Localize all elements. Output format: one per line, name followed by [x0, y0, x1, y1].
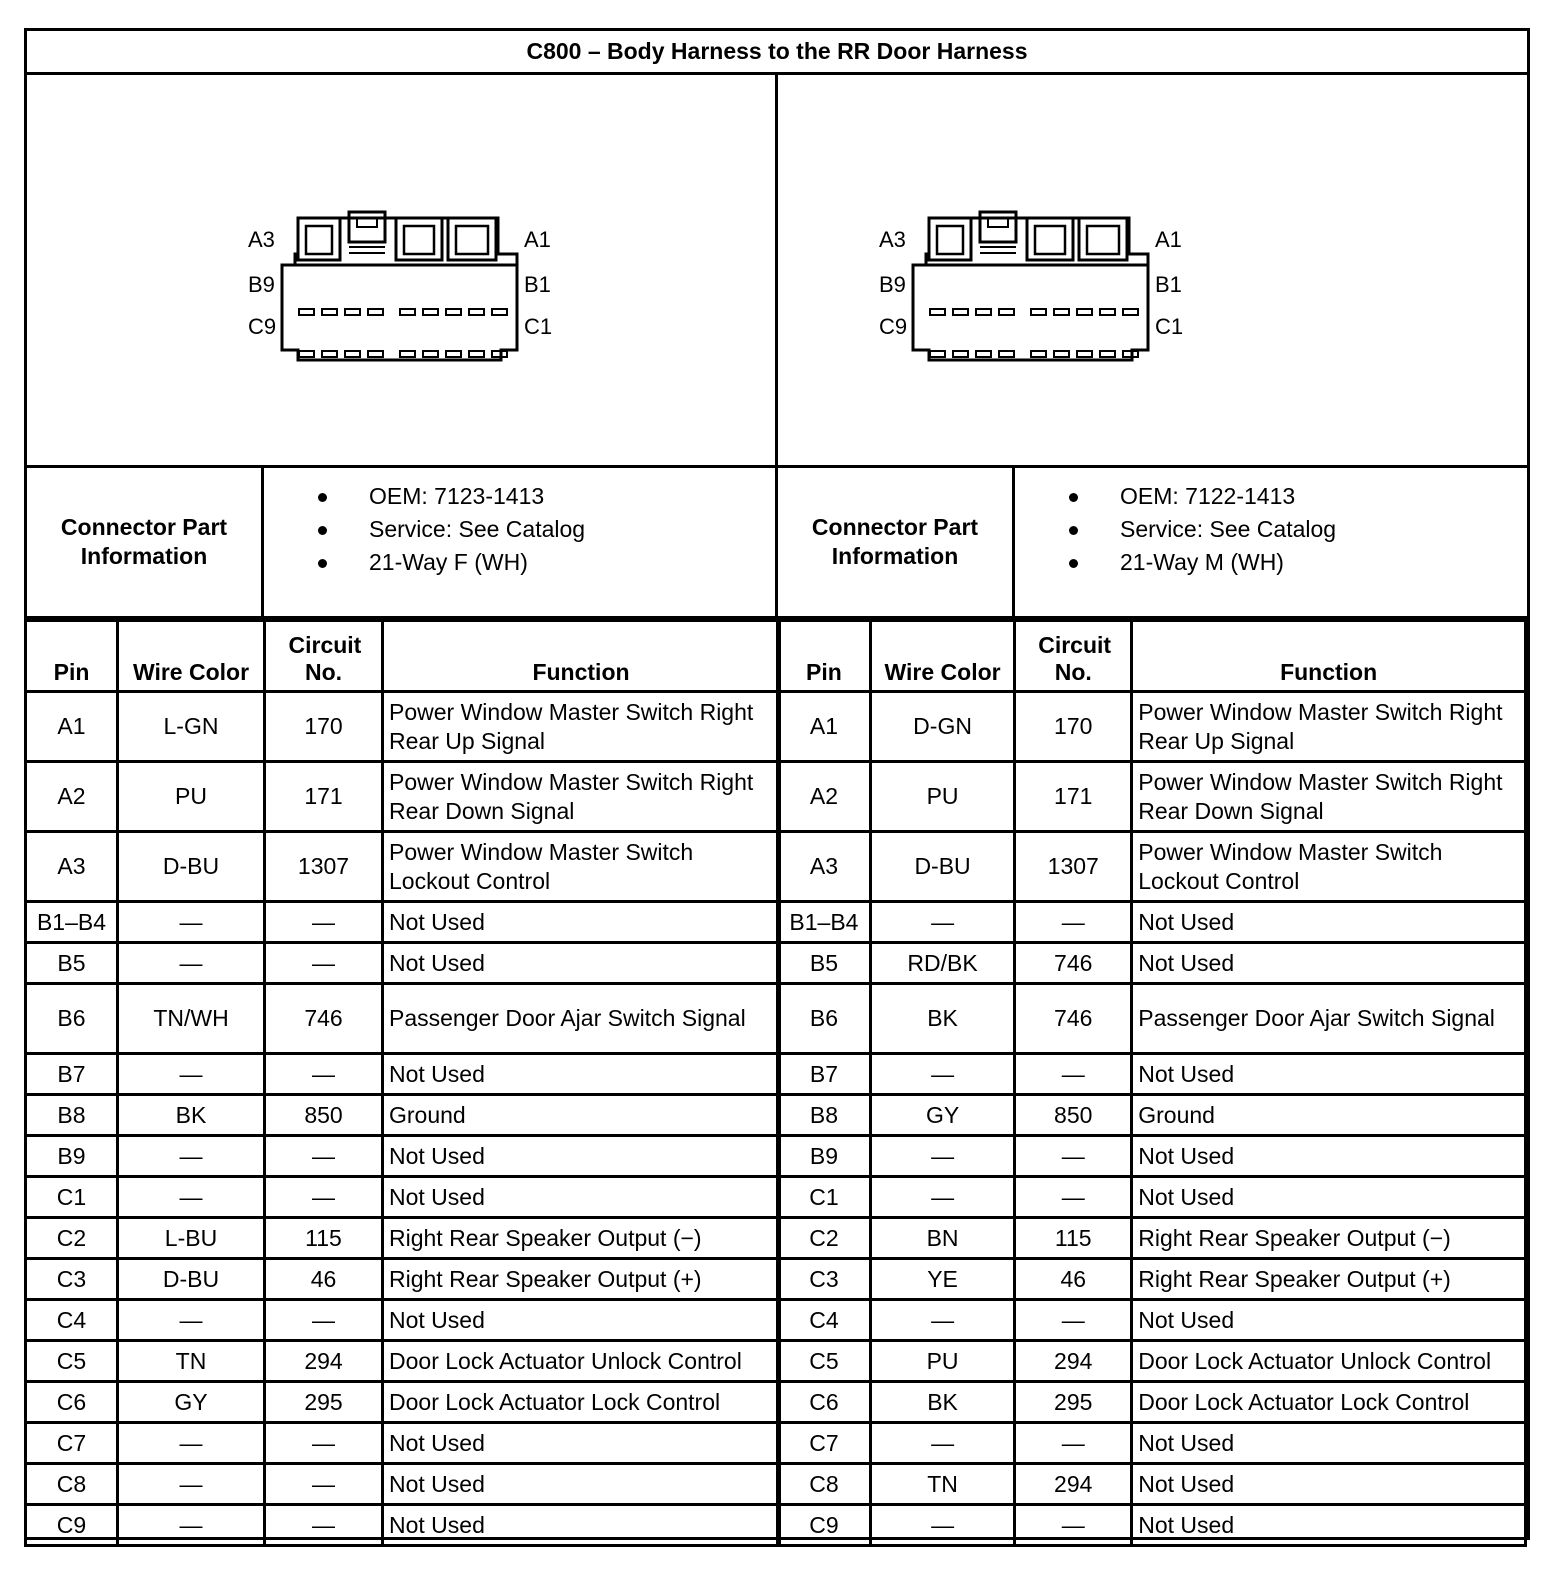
connector-part-info-list [264, 468, 778, 616]
pin-cell: C6 [26, 1382, 118, 1423]
pin-cell: B5 [778, 943, 871, 984]
function-cell: Not Used [383, 1136, 780, 1177]
pin-label-b1: B1 [524, 272, 551, 297]
function-cell: Not Used [1132, 943, 1526, 984]
info-item: OEM: 7122-1413 [1120, 483, 1296, 509]
wire-color-cell: BN [870, 1218, 1014, 1259]
table-row [778, 1136, 1526, 1177]
pin-cell: C4 [778, 1300, 871, 1341]
function-cell: Not Used [1132, 1136, 1526, 1177]
circuit-cell: 115 [1015, 1218, 1132, 1259]
pin-cell: C9 [26, 1505, 118, 1546]
connector-part-info-list [1015, 468, 1530, 616]
pin-label-b9: B9 [248, 272, 275, 297]
wire-color-cell: — [118, 1464, 265, 1505]
wire-color-cell: — [118, 1300, 265, 1341]
circuit-cell: — [1015, 902, 1132, 943]
pin-cell: C1 [26, 1177, 118, 1218]
pin-cell: B5 [26, 943, 118, 984]
table-row [26, 832, 780, 902]
circuit-cell: — [1015, 1136, 1132, 1177]
connector-outline [913, 212, 1148, 360]
circuit-cell: 46 [1015, 1259, 1132, 1300]
table-row [26, 1300, 780, 1341]
function-cell: Power Window Master Switch Right Rear Down Signal [1132, 762, 1526, 832]
function-cell: Not Used [1132, 1423, 1526, 1464]
pin-cell: C1 [778, 1177, 871, 1218]
function-cell: Passenger Door Ajar Switch Signal [383, 984, 780, 1054]
function-cell: Power Window Master Switch Right Rear Down Signal [383, 762, 780, 832]
pin-cell: B6 [26, 984, 118, 1054]
circuit-cell: — [1015, 1505, 1132, 1546]
connector-diagram-row [27, 75, 1527, 468]
function-cell: Power Window Master Switch Right Rear Up Signal [1132, 692, 1526, 762]
pin-cell: B9 [778, 1136, 871, 1177]
info-item: Service: See Catalog [1120, 516, 1337, 542]
wire-color-cell: D-BU [118, 832, 265, 902]
circuit-cell: 850 [1015, 1095, 1132, 1136]
function-cell: Power Window Master Switch Lockout Control [1132, 832, 1526, 902]
circuit-cell: — [1015, 1300, 1132, 1341]
function-cell: Not Used [1132, 1505, 1526, 1546]
wire-color-cell: BK [870, 1382, 1014, 1423]
circuit-cell: 294 [1015, 1341, 1132, 1382]
function-cell: Not Used [1132, 1300, 1526, 1341]
function-cell: Not Used [383, 1464, 780, 1505]
wire-color-cell: D-GN [870, 692, 1014, 762]
header-circuit: Circuit No. [265, 621, 383, 692]
wire-color-cell: — [870, 1505, 1014, 1546]
header-wire-color: Wire Color [118, 621, 265, 692]
table-row [26, 692, 780, 762]
pin-cell: A1 [778, 692, 871, 762]
pin-cell: B6 [778, 984, 871, 1054]
pin-cell: A2 [26, 762, 118, 832]
circuit-cell: 171 [265, 762, 383, 832]
pin-cell: C4 [26, 1300, 118, 1341]
table-row [26, 943, 780, 984]
table-row [778, 692, 1526, 762]
info-item: 21-Way F (WH) [369, 549, 528, 575]
connector-info-row [27, 468, 1527, 619]
wire-color-cell: YE [870, 1259, 1014, 1300]
function-cell: Door Lock Actuator Lock Control [383, 1382, 780, 1423]
table-row [778, 902, 1526, 943]
pin-cell: C6 [778, 1382, 871, 1423]
wire-color-cell: — [870, 1054, 1014, 1095]
wire-color-cell: TN [118, 1341, 265, 1382]
wire-color-cell: PU [870, 1341, 1014, 1382]
table-row [778, 1095, 1526, 1136]
circuit-cell: — [265, 1464, 383, 1505]
table-row [26, 1341, 780, 1382]
pin-cell: B7 [778, 1054, 871, 1095]
info-item: 21-Way M (WH) [1120, 549, 1284, 575]
pin-label-a3: A3 [248, 227, 275, 252]
wire-color-cell: — [870, 902, 1014, 943]
pin-cell: C8 [778, 1464, 871, 1505]
wire-color-cell: PU [870, 762, 1014, 832]
function-cell: Power Window Master Switch Right Rear Up Signal [383, 692, 780, 762]
header-wire-color: Wire Color [870, 621, 1014, 692]
circuit-cell: — [1015, 1177, 1132, 1218]
function-cell: Ground [1132, 1095, 1526, 1136]
circuit-cell: 46 [265, 1259, 383, 1300]
table-row [778, 1464, 1526, 1505]
connector-outline [282, 212, 517, 360]
function-cell: Door Lock Actuator Lock Control [1132, 1382, 1526, 1423]
function-cell: Power Window Master Switch Lockout Control [383, 832, 780, 902]
function-cell: Door Lock Actuator Unlock Control [1132, 1341, 1526, 1382]
wire-color-cell: BK [118, 1095, 265, 1136]
pin-cell: C7 [26, 1423, 118, 1464]
function-cell: Not Used [383, 902, 780, 943]
table-row [26, 1382, 780, 1423]
circuit-cell: 746 [1015, 943, 1132, 984]
wire-color-cell: — [118, 1177, 265, 1218]
wire-color-cell: TN/WH [118, 984, 265, 1054]
function-cell: Not Used [1132, 1464, 1526, 1505]
circuit-cell: 170 [1015, 692, 1132, 762]
function-cell: Right Rear Speaker Output (+) [383, 1259, 780, 1300]
function-cell: Not Used [383, 1300, 780, 1341]
table-header-row [778, 621, 1526, 692]
pin-cell: B8 [778, 1095, 871, 1136]
pin-label-a1: A1 [524, 227, 551, 252]
function-cell: Right Rear Speaker Output (+) [1132, 1259, 1526, 1300]
table-row [26, 1177, 780, 1218]
table-row [778, 832, 1526, 902]
circuit-cell: — [265, 1505, 383, 1546]
table-row [26, 1464, 780, 1505]
circuit-cell: — [265, 1136, 383, 1177]
table-row [778, 984, 1526, 1054]
table-row [778, 1300, 1526, 1341]
pin-table-male [776, 619, 1527, 1547]
pin-cell: A3 [26, 832, 118, 902]
wire-color-cell: D-BU [870, 832, 1014, 902]
pin-cell: B8 [26, 1095, 118, 1136]
pin-row-c [930, 351, 1138, 357]
wire-color-cell: GY [870, 1095, 1014, 1136]
header-circuit: Circuit No. [1015, 621, 1132, 692]
pin-cell: A1 [26, 692, 118, 762]
table-row [778, 1423, 1526, 1464]
circuit-cell: 850 [265, 1095, 383, 1136]
circuit-cell: 1307 [265, 832, 383, 902]
pin-label-c1: C1 [524, 314, 553, 339]
circuit-cell: — [265, 1300, 383, 1341]
header-pin: Pin [26, 621, 118, 692]
wire-color-cell: — [870, 1177, 1014, 1218]
table-row [778, 1505, 1526, 1546]
circuit-cell: 1307 [1015, 832, 1132, 902]
wire-color-cell: PU [118, 762, 265, 832]
pin-cell: B1–B4 [26, 902, 118, 943]
function-cell: Right Rear Speaker Output (−) [1132, 1218, 1526, 1259]
pin-cell: C5 [778, 1341, 871, 1382]
pin-row-b [930, 309, 1138, 315]
table-row [26, 902, 780, 943]
function-cell: Not Used [383, 1054, 780, 1095]
function-cell: Not Used [1132, 902, 1526, 943]
pin-row-b [299, 309, 507, 315]
pin-label-c9: C9 [879, 314, 908, 339]
circuit-cell: 170 [265, 692, 383, 762]
pin-cell: B7 [26, 1054, 118, 1095]
circuit-cell: — [1015, 1054, 1132, 1095]
function-cell: Not Used [1132, 1177, 1526, 1218]
circuit-cell: 295 [1015, 1382, 1132, 1423]
function-cell: Not Used [383, 1505, 780, 1546]
header-function: Function [1132, 621, 1526, 692]
pin-row-c [299, 351, 507, 357]
pin-table-female [24, 619, 781, 1547]
connector-face-icon [27, 75, 775, 465]
pin-label-b1: B1 [1155, 272, 1182, 297]
pin-cell: C9 [778, 1505, 871, 1546]
wire-color-cell: RD/BK [870, 943, 1014, 984]
circuit-cell: 294 [1015, 1464, 1132, 1505]
connector-part-info-label: Connector Part Information [27, 468, 264, 616]
circuit-cell: — [265, 902, 383, 943]
circuit-cell: — [265, 1177, 383, 1218]
table-row [778, 762, 1526, 832]
table-row [778, 1177, 1526, 1218]
circuit-cell: — [265, 1054, 383, 1095]
page-title: C800 – Body Harness to the RR Door Harness [27, 31, 1527, 75]
pin-cell: B9 [26, 1136, 118, 1177]
pin-cell: C8 [26, 1464, 118, 1505]
pin-cell: C2 [26, 1218, 118, 1259]
pin-cell: C3 [26, 1259, 118, 1300]
header-pin: Pin [778, 621, 871, 692]
table-row [778, 1259, 1526, 1300]
table-row [778, 1054, 1526, 1095]
function-cell: Right Rear Speaker Output (−) [383, 1218, 780, 1259]
table-row [26, 762, 780, 832]
function-cell: Not Used [383, 943, 780, 984]
wire-color-cell: TN [870, 1464, 1014, 1505]
pin-cell: C3 [778, 1259, 871, 1300]
pin-cell: C7 [778, 1423, 871, 1464]
pin-label-b9: B9 [879, 272, 906, 297]
wire-color-cell: D-BU [118, 1259, 265, 1300]
pin-cell: C5 [26, 1341, 118, 1382]
function-cell: Passenger Door Ajar Switch Signal [1132, 984, 1526, 1054]
table-row [778, 943, 1526, 984]
function-cell: Ground [383, 1095, 780, 1136]
table-row [26, 1218, 780, 1259]
circuit-cell: — [265, 943, 383, 984]
wire-color-cell: — [118, 902, 265, 943]
male-connector-diagram [778, 75, 1530, 465]
pin-label-c9: C9 [248, 314, 277, 339]
circuit-cell: — [1015, 1423, 1132, 1464]
table-row [26, 1095, 780, 1136]
circuit-cell: 746 [265, 984, 383, 1054]
wire-color-cell: GY [118, 1382, 265, 1423]
wire-color-cell: — [118, 1423, 265, 1464]
circuit-cell: — [265, 1423, 383, 1464]
pin-label-a1: A1 [1155, 227, 1182, 252]
connector-part-info-label: Connector Part Information [778, 468, 1015, 616]
table-row [26, 1505, 780, 1546]
wire-color-cell: — [118, 1136, 265, 1177]
wire-color-cell: L-BU [118, 1218, 265, 1259]
circuit-cell: 294 [265, 1341, 383, 1382]
connector-face-icon [778, 75, 1530, 465]
pin-cell: A3 [778, 832, 871, 902]
info-item: Service: See Catalog [369, 516, 586, 542]
function-cell: Not Used [383, 1177, 780, 1218]
table-row [778, 1218, 1526, 1259]
circuit-cell: 295 [265, 1382, 383, 1423]
table-row [26, 1423, 780, 1464]
table-header-row [26, 621, 780, 692]
circuit-cell: 171 [1015, 762, 1132, 832]
wire-color-cell: — [870, 1423, 1014, 1464]
pin-cell: C2 [778, 1218, 871, 1259]
header-function: Function [383, 621, 780, 692]
connector-sheet [24, 28, 1530, 1540]
table-row [778, 1382, 1526, 1423]
wire-color-cell: — [870, 1300, 1014, 1341]
female-connector-diagram [27, 75, 778, 465]
wire-color-cell: — [118, 943, 265, 984]
table-row [26, 1259, 780, 1300]
pin-cell: B1–B4 [778, 902, 871, 943]
pin-label-a3: A3 [879, 227, 906, 252]
pin-cell: A2 [778, 762, 871, 832]
table-row [26, 984, 780, 1054]
table-row [778, 1341, 1526, 1382]
wire-color-cell: — [118, 1054, 265, 1095]
function-cell: Door Lock Actuator Unlock Control [383, 1341, 780, 1382]
circuit-cell: 746 [1015, 984, 1132, 1054]
wire-color-cell: — [118, 1505, 265, 1546]
wire-color-cell: BK [870, 984, 1014, 1054]
circuit-cell: 115 [265, 1218, 383, 1259]
table-row [26, 1054, 780, 1095]
table-row [26, 1136, 780, 1177]
function-cell: Not Used [383, 1423, 780, 1464]
wire-color-cell: L-GN [118, 692, 265, 762]
function-cell: Not Used [1132, 1054, 1526, 1095]
info-item: OEM: 7123-1413 [369, 483, 545, 509]
pin-label-c1: C1 [1155, 314, 1184, 339]
wire-color-cell: — [870, 1136, 1014, 1177]
